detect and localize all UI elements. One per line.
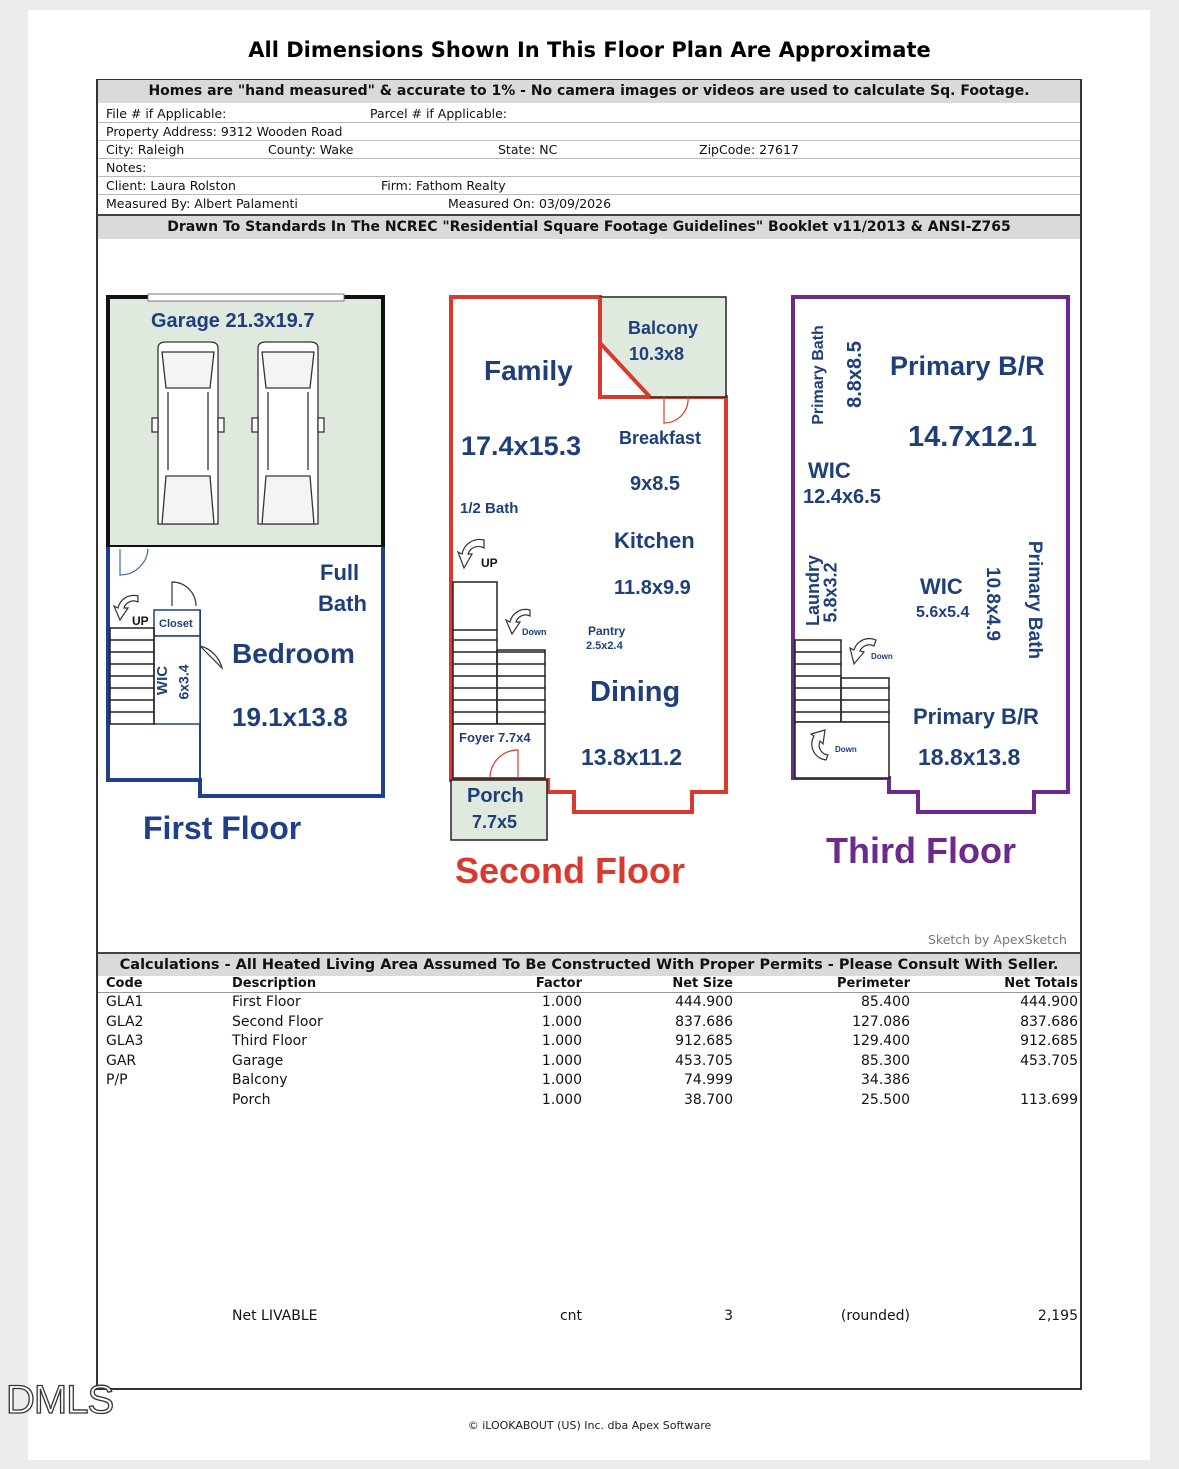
wic-dim-4: 5.6x5.4 bbox=[916, 604, 970, 621]
row-4-description: Balcony bbox=[232, 1072, 288, 1089]
row-1-net-totals: 837.686 bbox=[1020, 1013, 1078, 1030]
copyright-footer: © iLOOKABOUT (US) Inc. dba Apex Software bbox=[467, 1419, 712, 1432]
row-4-perimeter: 34.386 bbox=[861, 1072, 910, 1089]
address-field: Property Address: 9312 Wooden Road bbox=[106, 124, 343, 139]
porch-label: Porch bbox=[467, 785, 524, 807]
full-bath-label-2: Bath bbox=[318, 591, 367, 616]
down-label-4: Down bbox=[835, 745, 857, 754]
row-3-code: GAR bbox=[106, 1052, 137, 1069]
row-1-code: GLA2 bbox=[106, 1013, 144, 1030]
row-0-description: First Floor bbox=[232, 994, 301, 1010]
up-label: UP bbox=[132, 614, 149, 628]
row-1-factor: 1.000 bbox=[541, 1013, 582, 1030]
pantry-label: Pantry bbox=[588, 624, 626, 638]
row-4-factor: 1.000 bbox=[541, 1072, 582, 1089]
row-2-code: GLA3 bbox=[106, 1033, 144, 1050]
row-3-description: Garage bbox=[232, 1052, 284, 1069]
row-3-net-size: 453.705 bbox=[675, 1052, 733, 1069]
kitchen-dim: 11.8x9.9 bbox=[614, 577, 691, 599]
family-label: Family bbox=[484, 355, 573, 386]
row-4-net-size: 74.999 bbox=[684, 1072, 733, 1089]
foyer-label: Foyer 7.7x4 bbox=[459, 730, 531, 745]
car-icon bbox=[152, 342, 224, 524]
row-2-factor: 1.000 bbox=[541, 1033, 582, 1050]
bedroom-dim: 19.1x13.8 bbox=[232, 702, 348, 732]
primary-br-2-dim: 18.8x13.8 bbox=[918, 744, 1021, 770]
column-header-code: Code bbox=[106, 976, 143, 991]
laundry-label: Laundry bbox=[803, 554, 824, 627]
row-5-net-totals: 113.699 bbox=[1020, 1092, 1078, 1108]
column-header-description: Description bbox=[232, 976, 317, 991]
third-floor-title: Third Floor bbox=[826, 830, 1016, 871]
city-field: City: Raleigh bbox=[106, 142, 185, 157]
row-3-net-totals: 453.705 bbox=[1020, 1052, 1078, 1069]
wic-label: WIC bbox=[154, 665, 172, 696]
zip-field: ZipCode: 27617 bbox=[699, 142, 799, 157]
standards-banner: Drawn To Standards In The NCREC "Residential Square Footage Guidelines" Booklet v11/2013 & ANSI-Z765 bbox=[98, 216, 1080, 239]
measured-by-field: Measured By: Albert Palamenti bbox=[106, 196, 298, 211]
closet-label: Closet bbox=[159, 618, 193, 630]
pantry-dim: 2.5x2.4 bbox=[586, 640, 623, 652]
first-floor-title: First Floor bbox=[143, 810, 302, 846]
garage-label: Garage 21.3x19.7 bbox=[151, 310, 315, 332]
page-title: All Dimensions Shown In This Floor Plan Are Approximate bbox=[248, 38, 931, 62]
row-5-description: Porch bbox=[232, 1092, 271, 1108]
laundry-dim: 5.8x3.2 bbox=[820, 562, 841, 623]
dmls-watermark: DMLS bbox=[6, 1378, 114, 1422]
row-3-factor: 1.000 bbox=[541, 1052, 582, 1069]
net-livable-net-size: 3 bbox=[724, 1308, 733, 1324]
wic-dim: 6x3.4 bbox=[175, 664, 192, 700]
column-header-factor: Factor bbox=[535, 976, 582, 991]
down-label-2: Down bbox=[522, 627, 547, 637]
column-header-perimeter: Perimeter bbox=[836, 976, 910, 991]
primary-br-2-label: Primary B/R bbox=[913, 704, 1039, 729]
primary-bath-b-dim: 10.8x4.9 bbox=[981, 567, 1003, 641]
down-label-3: Down bbox=[871, 652, 893, 661]
column-header-net-size: Net Size bbox=[672, 976, 733, 991]
balcony-label: Balcony bbox=[628, 318, 699, 338]
net-livable-description: Net LIVABLE bbox=[232, 1308, 318, 1324]
bedroom-label: Bedroom bbox=[232, 638, 355, 669]
file-field: File # if Applicable: bbox=[106, 106, 227, 121]
county-field: County: Wake bbox=[268, 142, 354, 157]
breakfast-label: Breakfast bbox=[619, 428, 702, 448]
row-0-net-totals: 444.900 bbox=[1020, 994, 1078, 1010]
parcel-field: Parcel # if Applicable: bbox=[370, 106, 508, 121]
net-livable-net-totals: 2,195 bbox=[1037, 1308, 1078, 1324]
row-2-description: Third Floor bbox=[232, 1033, 307, 1050]
kitchen-label: Kitchen bbox=[614, 528, 695, 553]
primary-br-label: Primary B/R bbox=[890, 351, 1045, 381]
row-3-perimeter: 85.300 bbox=[861, 1052, 910, 1069]
dining-dim: 13.8x11.2 bbox=[581, 744, 683, 770]
wic-label-4: WIC bbox=[920, 574, 963, 599]
family-dim: 17.4x15.3 bbox=[461, 431, 582, 461]
full-bath-label: Full bbox=[320, 560, 360, 585]
calculations-banner: Calculations - All Heated Living Area Assumed To Be Constructed With Proper Permits - Please Consult With Seller. bbox=[98, 954, 1080, 976]
row-2-net-totals: 912.685 bbox=[1020, 1033, 1078, 1050]
primary-bath-a-dim: 8.8x8.5 bbox=[843, 341, 866, 408]
notes-field: Notes: bbox=[106, 160, 147, 175]
row-2-perimeter: 129.400 bbox=[852, 1033, 910, 1050]
row-5-perimeter: 25.500 bbox=[861, 1092, 910, 1108]
firm-field: Firm: Fathom Realty bbox=[381, 178, 506, 193]
primary-bath-a-label: Primary Bath bbox=[809, 325, 827, 425]
net-livable-perimeter: (rounded) bbox=[840, 1308, 910, 1324]
wic-label-3: WIC bbox=[808, 458, 851, 483]
row-1-description: Second Floor bbox=[232, 1013, 323, 1030]
state-field: State: NC bbox=[498, 142, 558, 157]
primary-br-dim: 14.7x12.1 bbox=[908, 421, 1038, 453]
balcony-dim: 10.3x8 bbox=[629, 344, 685, 364]
row-0-net-size: 444.900 bbox=[675, 994, 733, 1010]
half-bath-label: 1/2 Bath bbox=[460, 500, 519, 517]
net-livable-factor: cnt bbox=[559, 1308, 582, 1324]
wic-dim-3: 12.4x6.5 bbox=[803, 486, 881, 508]
car-icon bbox=[252, 342, 324, 524]
dining-label: Dining bbox=[590, 676, 681, 708]
row-0-factor: 1.000 bbox=[541, 994, 582, 1010]
row-4-code: P/P bbox=[106, 1072, 128, 1089]
client-field: Client: Laura Rolston bbox=[106, 178, 236, 193]
row-0-perimeter: 85.400 bbox=[861, 994, 910, 1010]
row-1-net-size: 837.686 bbox=[675, 1013, 733, 1030]
primary-bath-b-label: Primary Bath bbox=[1024, 540, 1046, 660]
hand-measured-banner: Homes are "hand measured" & accurate to 1% - No camera images or videos are used to calculate Sq. Footage. bbox=[98, 80, 1080, 103]
breakfast-dim: 9x8.5 bbox=[630, 473, 681, 495]
row-5-factor: 1.000 bbox=[541, 1092, 582, 1108]
row-0-code: GLA1 bbox=[106, 994, 144, 1010]
row-1-perimeter: 127.086 bbox=[852, 1013, 910, 1030]
sketch-credit: Sketch by ApexSketch bbox=[928, 932, 1067, 947]
up-label-2: UP bbox=[481, 556, 498, 570]
column-header-net-totals: Net Totals bbox=[1004, 976, 1078, 991]
measured-on-field: Measured On: 03/09/2026 bbox=[448, 196, 612, 211]
row-5-net-size: 38.700 bbox=[684, 1092, 733, 1108]
second-floor-title: Second Floor bbox=[455, 850, 686, 891]
row-2-net-size: 912.685 bbox=[675, 1033, 733, 1050]
porch-dim: 7.7x5 bbox=[472, 812, 518, 832]
